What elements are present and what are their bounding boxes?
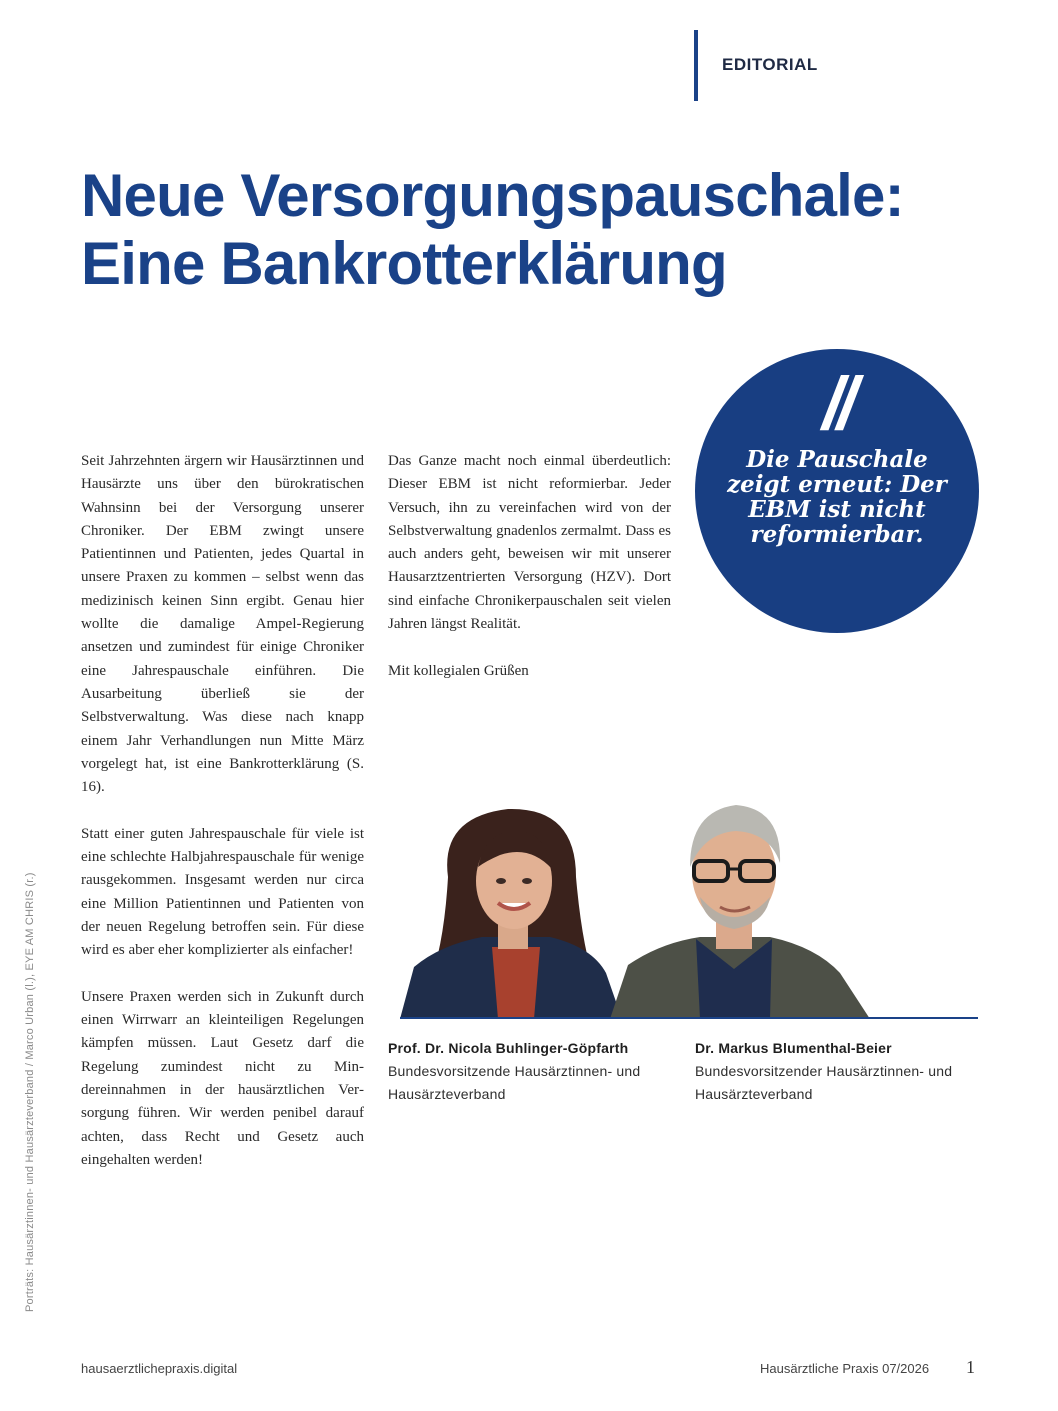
pull-quote-circle [695,349,979,633]
author-name: Dr. Markus Blumenthal-Beier [695,1040,892,1056]
body-column-2 [388,450,671,706]
author-caption-2 [695,1037,980,1106]
section-label: EDITORIAL [722,55,818,74]
body-paragraph: Seit Jahrzehnten ärgern wir Hausärztinnen und Hausärzte uns über den bürokratischen Wahnsinn bei der Versorgung unserer Chroniker. Der EBM zwingt unsere Patientinnen und Patienten, jedes Quartal in unsere Praxen zu kommen – selbst wenn das medizinisch keinen Sinn ergibt. Genau hier wollte die damalige Ampel-Regierung ansetzen und zumindest für einige Chroniker eine Jahrespauschale einführen. Die Ausarbeitung überließ sie der Selbstverwaltung. Was diese nach knapp einem Jahr Verhandlungen nun Mitte März vorgelegt hat, ist eine Bankrotterklärung (S. 16). [81,453,364,796]
article-headline [81,162,1041,298]
body-paragraph: Unsere Praxen werden sich in Zukunft durch einen Wirrwarr an kleinteiligen Regelungen kämpfen müssen. Laut Gesetz darf die Regelung zumindest nicht zu Mindereinnahmen in der hausärztlichen Versorgung führen. Wir werden penibel darauf achten, dass Recht und Gesetz auch eingehalten werden! [81,988,364,1168]
portrait-left [400,809,622,1019]
photo-credit: Porträts: Hausärztinnen- und Hausärzteverband / Marco Urban (l.), EYE AM CHRIS (r.) [24,872,36,1312]
author-caption-1 [388,1037,673,1106]
author-role: Bundesvorsitzende Hausärztinnen- und Hausärzteverband [388,1063,641,1102]
author-role: Bundesvorsitzender Hausärztinnen- und Hausärzteverband [695,1063,953,1102]
author-portraits-photo [400,797,977,1019]
author-name: Prof. Dr. Nicola Buhlinger-Göpfarth [388,1040,629,1056]
page-number: 1 [966,1357,975,1377]
footer-publication: Hausärztliche Praxis 07/2026 [760,1361,930,1376]
headline-line-2: Eine Bankrotterklärung [81,230,727,297]
body-column-1 [81,450,364,1196]
section-divider-bar [694,30,698,101]
pull-quote-text: Die Pauschale zeigt erneut: Der EBM ist nicht reformierbar. [727,446,947,548]
headline-line-1: Neue Versorgungspauschale: [81,162,904,229]
portrait-right [610,805,870,1019]
photo-base-rule [400,1017,978,1019]
quote-mark-icon: // [822,362,852,445]
footer-website: hausaerztlichepraxis.digital [81,1361,238,1376]
body-paragraph: Das Ganze macht noch einmal überdeutlich: Dieser EBM ist nicht reformierbar. Jeder Versuch, ihn zu vereinfachen wird von der Selbstverwaltung gnadenlos zermalmt. Dass es auch anders geht, beweisen wir mit unserer Hausarztzentrierten Versorgung (HZV). Dort sind einfache Chronikerpauschalen seit vielen Jahren längst Realität. [388,453,671,633]
body-paragraph: Statt einer guten Jahrespauschale für viele ist eine schlechte Halbjahrespauschale für wenige rausgekommen. Insgesamt werden nur circa eine Million Patientinnen und Patienten von der neuen Regelung betroffen sein. Für diese wird es aber eher komplizierter als einfacher! [81,825,364,959]
closing-greeting: Mit kollegialen Grüßen [388,662,529,679]
